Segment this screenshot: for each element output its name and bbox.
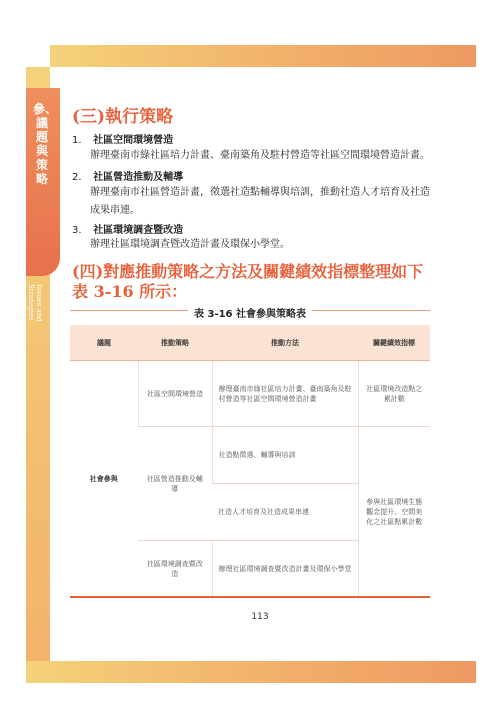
strategy-item-3 <box>72 221 183 236</box>
strategy-table <box>70 325 430 597</box>
strategy-item-2-title: 社區營造推動及輔導 <box>93 172 184 183</box>
strategy-item-1-title: 社區空間環境營造 <box>93 135 174 146</box>
strategy-cell: 社區環境調查暨改造 <box>138 541 212 597</box>
chapter-title-zh: 參、議題與策略 <box>33 102 58 186</box>
chapter-title-en-line-1: Issues and <box>35 284 43 322</box>
strategy-item-2 <box>72 168 183 183</box>
strategy-item-1 <box>72 131 173 146</box>
strategy-item-2-body: 辦理臺南市社區營造計畫，徵選社造點輔導與培訓，推動社造人才培育及社造成果串連。 <box>90 187 430 216</box>
method-cell: 社造人才培育及社造成果串連 <box>212 484 358 541</box>
page-number: 113 <box>251 612 269 622</box>
strategy-item-1-body: 辦理臺南市綠社區培力計畫、臺南築角及駐村營造等社區空間環境營造計畫。 <box>90 150 430 161</box>
page-bottom-border <box>26 661 476 683</box>
kpi-cell: 參與社區環境生態觀念提升、空間美化之社區點累計數 <box>358 427 430 597</box>
table-caption: 表 3-16 社會參與策略表 <box>194 309 306 320</box>
page-top-border <box>50 45 476 67</box>
strategy-item-1-number: 1. <box>72 135 82 146</box>
strategy-item-2-number: 2. <box>72 172 82 183</box>
method-cell: 辦理社區環境調查暨改造計畫及環保小學堂 <box>212 541 358 597</box>
strategy-cell: 社區營造推動及輔導 <box>138 427 212 541</box>
section-3-heading: (三)執行策略 <box>72 107 174 127</box>
header-kpi: 關鍵績效指標 <box>358 325 430 361</box>
strategy-item-3-number: 3. <box>72 225 82 236</box>
issue-cell: 社會參與 <box>70 361 138 597</box>
table-row <box>70 361 430 427</box>
chapter-title-en <box>27 284 43 322</box>
method-cell: 社造點徵選、輔導與培訓 <box>212 427 358 484</box>
strategy-cell: 社區空間環境營造 <box>138 361 212 427</box>
section-4-heading: (四)對應推動策略之方法及關鍵績效指標整理如下表 3-16 所示： <box>72 262 424 301</box>
chapter-title-en-line-2: Strategies <box>27 284 35 321</box>
chapter-side-tab <box>26 88 60 322</box>
kpi-cell: 社區環境改造點之累計數 <box>358 361 430 427</box>
table-header-row <box>70 325 430 361</box>
header-method: 推動方法 <box>212 325 358 361</box>
strategy-item-3-title: 社區環境調查暨改造 <box>93 225 184 236</box>
method-cell: 辦理臺南市綠社區培力計畫、臺南築角及駐村營造等社區空間環境營造計畫 <box>212 361 358 427</box>
table-bottom-rule <box>70 596 430 598</box>
header-strategy: 推動策略 <box>138 325 212 361</box>
header-issue: 議題 <box>70 325 138 361</box>
strategy-item-3-body: 辦理社區環境調查暨改造計畫及環保小學堂。 <box>90 239 290 250</box>
